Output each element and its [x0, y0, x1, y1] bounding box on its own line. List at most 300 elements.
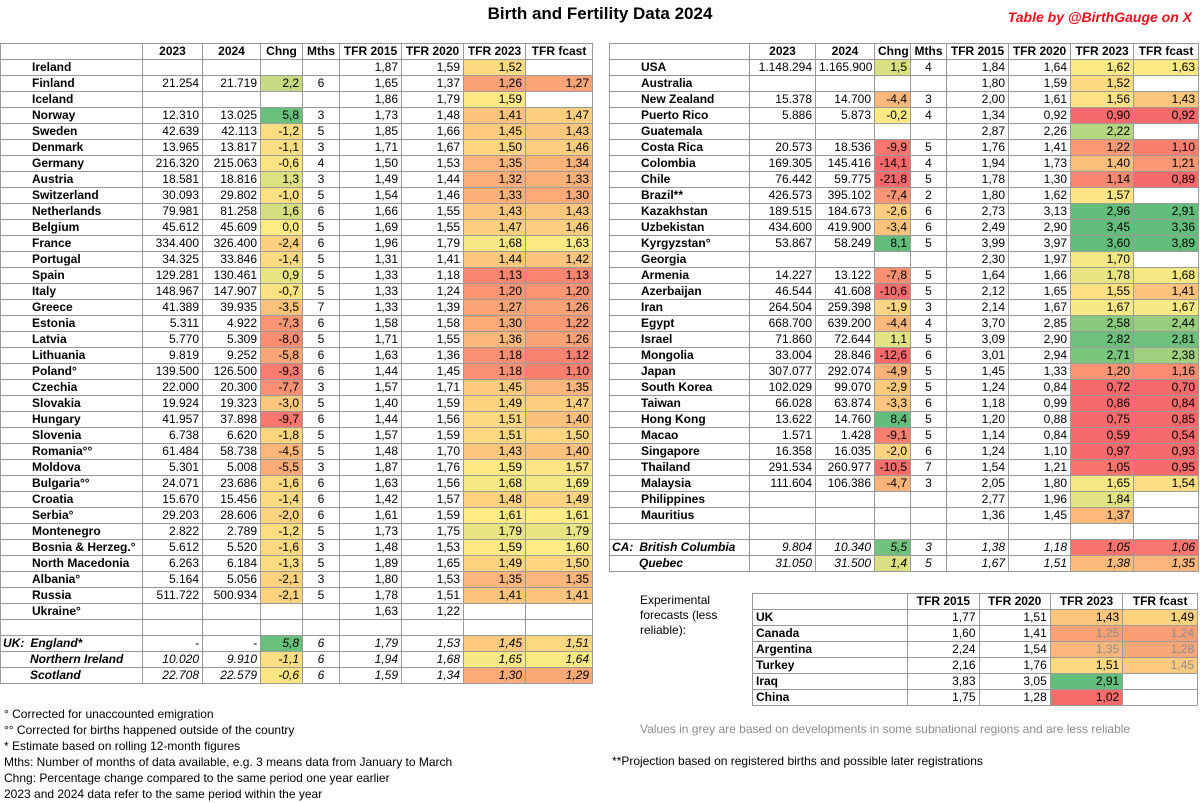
table-row: [1, 172, 593, 188]
y2024-cell: 72.644: [816, 332, 875, 348]
tfr2023-cell: 1,30: [464, 316, 526, 332]
table-row: [753, 610, 1198, 626]
y2024-cell: 33.846: [203, 252, 261, 268]
fcast-cell: 1,49: [526, 492, 593, 508]
tfr2023-cell: 1,68: [464, 236, 526, 252]
mths-cell: 5: [303, 284, 340, 300]
tfr2023-cell: 1,78: [1071, 268, 1134, 284]
tfr2015-cell: 1,71: [340, 140, 402, 156]
country-name: Scotland: [30, 668, 81, 682]
country-name: Netherlands: [32, 204, 102, 218]
tfr2015-cell: 1,79: [340, 636, 402, 652]
tfr2015-cell: 1,78: [340, 588, 402, 604]
country-cell: [1, 396, 143, 412]
tfr2023-cell: 0,86: [1071, 396, 1134, 412]
country-name: Mongolia: [641, 348, 694, 362]
table-row: [610, 428, 1199, 444]
tfr2015-cell: 1,18: [947, 396, 1009, 412]
country-name: Chile: [641, 172, 671, 186]
fcast-cell: [526, 60, 593, 76]
fcast-cell: 1,49: [1123, 610, 1198, 626]
table-row: [610, 236, 1199, 252]
y2024-cell: 9.910: [203, 652, 261, 668]
tfr2015-cell: 1,94: [947, 156, 1009, 172]
country-name: Australia: [641, 76, 693, 90]
mths-cell: [303, 60, 340, 76]
tfr2020-cell: 1,55: [402, 332, 464, 348]
y2024-cell: 395.102: [816, 188, 875, 204]
tfr2020-cell: 1,67: [402, 140, 464, 156]
tfr2020-cell: 1,55: [402, 220, 464, 236]
tfr2023-cell: 2,91: [1050, 674, 1122, 690]
country-name: Slovakia: [32, 396, 81, 410]
fcast-cell: 1,35: [1134, 556, 1199, 572]
y2023-cell: 66.028: [750, 396, 816, 412]
fcast-cell: 2,81: [1134, 332, 1199, 348]
mths-cell: 4: [911, 316, 947, 332]
table-row: [1, 204, 593, 220]
y2024-cell: 20.300: [203, 380, 261, 396]
mths-cell: 5: [303, 332, 340, 348]
tfr2023-cell: 1,25: [1050, 626, 1122, 642]
fcast-cell: 1,22: [526, 316, 593, 332]
chng-cell: -1,3: [261, 556, 303, 572]
footnotes: [4, 706, 452, 802]
country-cell: [1, 348, 143, 364]
country-name: Italy: [32, 284, 57, 298]
header-mths: Mths: [303, 44, 340, 60]
mths-cell: 3: [303, 572, 340, 588]
y2023-cell: [750, 76, 816, 92]
tfr2023-cell: 1,27: [464, 300, 526, 316]
fcast-cell: 1,35: [526, 572, 593, 588]
country-cell: [610, 108, 750, 124]
tfr2023-cell: 1,05: [1071, 540, 1134, 556]
y2024-cell: 10.340: [816, 540, 875, 556]
table-row: [1, 556, 593, 572]
y2024-cell: 106.386: [816, 476, 875, 492]
country-name: Kazakhstan: [641, 204, 708, 218]
footnote-line: * Estimate based on rolling 12-month figures: [4, 739, 241, 753]
chng-cell: -1,2: [261, 124, 303, 140]
y2023-cell: 14.227: [750, 268, 816, 284]
table-row: [1, 524, 593, 540]
tfr2020-cell: 2,85: [1009, 316, 1071, 332]
table-row: [1, 284, 593, 300]
fcast-cell: [1134, 252, 1199, 268]
fcast-cell: 1,10: [1134, 140, 1199, 156]
country-cell: [610, 300, 750, 316]
chng-cell: -7,7: [261, 380, 303, 396]
country-cell: [1, 572, 143, 588]
country-name: Iraq: [753, 674, 908, 690]
y2023-cell: 24.071: [143, 476, 203, 492]
mths-cell: 6: [303, 508, 340, 524]
y2024-cell: 147.907: [203, 284, 261, 300]
fcast-cell: 1,63: [526, 236, 593, 252]
chng-cell: [261, 60, 303, 76]
country-name: Ireland: [32, 60, 72, 74]
chng-cell: -3,4: [875, 220, 911, 236]
tfr2020-cell: 1,51: [402, 588, 464, 604]
country-cell: [1, 428, 143, 444]
country-name: Lithuania: [32, 348, 86, 362]
fcast-cell: 1,26: [526, 300, 593, 316]
fcast-cell: 1,47: [526, 108, 593, 124]
y2023-cell: 18.581: [143, 172, 203, 188]
country-name: Singapore: [641, 444, 700, 458]
chng-cell: -4,9: [875, 364, 911, 380]
tfr2020-cell: 1,70: [402, 444, 464, 460]
table-row: [610, 172, 1199, 188]
fcast-cell: 1,60: [526, 540, 593, 556]
mths-cell: 5: [911, 332, 947, 348]
y2023-cell: 15.378: [750, 92, 816, 108]
tfr2023-cell: 1,05: [1071, 460, 1134, 476]
table-row: [1, 396, 593, 412]
y2024-cell: 292.074: [816, 364, 875, 380]
country-name: Iceland: [32, 92, 74, 106]
table-row: [1, 332, 593, 348]
country-cell: [610, 76, 750, 92]
tfr2020-cell: 1,53: [402, 636, 464, 652]
y2024-cell: 13.122: [816, 268, 875, 284]
mths-cell: 6: [303, 412, 340, 428]
country-name: Macao: [641, 428, 679, 442]
mths-cell: 5: [911, 428, 947, 444]
chng-cell: -2,0: [875, 444, 911, 460]
tfr2020-cell: 1,53: [402, 540, 464, 556]
y2024-cell: 39.935: [203, 300, 261, 316]
y2024-cell: 14.700: [816, 92, 875, 108]
y2023-cell: 5.886: [750, 108, 816, 124]
tfr2020-cell: 1,97: [1009, 252, 1071, 268]
table-row: [610, 204, 1199, 220]
country-cell: [1, 108, 143, 124]
mths-cell: 5: [303, 252, 340, 268]
tfr2020-cell: 1,65: [1009, 284, 1071, 300]
chng-cell: [875, 508, 911, 524]
y2024-cell: 259.398: [816, 300, 875, 316]
tfr2015-cell: 1,69: [340, 220, 402, 236]
tfr2023-cell: 1,32: [464, 172, 526, 188]
y2024-cell: 58.738: [203, 444, 261, 460]
y2023-cell: 13.622: [750, 412, 816, 428]
table-row: [1, 428, 593, 444]
chng-cell: -1,1: [261, 140, 303, 156]
fcast-cell: [1134, 492, 1199, 508]
chng-cell: 1,4: [875, 556, 911, 572]
y2024-cell: 5.520: [203, 540, 261, 556]
country-cell: [1, 124, 143, 140]
y2024-cell: 5.309: [203, 332, 261, 348]
y2024-cell: 37.898: [203, 412, 261, 428]
chng-cell: -1,6: [261, 540, 303, 556]
mths-cell: 5: [303, 268, 340, 284]
tfr2015-cell: 1,67: [947, 556, 1009, 572]
y2023-cell: 426.573: [750, 188, 816, 204]
y2023-cell: 31.050: [750, 556, 816, 572]
tfr2020-cell: 1,59: [402, 428, 464, 444]
tfr2023-cell: 1,79: [464, 524, 526, 540]
tfr2020-cell: 1,53: [402, 572, 464, 588]
tfr2015-cell: 1,54: [947, 460, 1009, 476]
tfr2020-cell: 0,92: [1009, 108, 1071, 124]
chng-cell: -1,1: [261, 652, 303, 668]
mths-cell: [911, 508, 947, 524]
chng-cell: 5,8: [261, 636, 303, 652]
tfr2015-cell: 2,30: [947, 252, 1009, 268]
country-cell: [1, 444, 143, 460]
tfr2020-cell: 1,10: [1009, 444, 1071, 460]
country-cell: [610, 220, 750, 236]
mths-cell: 5: [911, 236, 947, 252]
country-cell: [1, 172, 143, 188]
chng-cell: -4,4: [875, 92, 911, 108]
table-row: [753, 674, 1198, 690]
chng-cell: 1,1: [875, 332, 911, 348]
table-row: [610, 220, 1199, 236]
header-fcast: TFR fcast: [526, 44, 593, 60]
table-row: [1, 60, 593, 76]
mths-cell: 3: [911, 300, 947, 316]
tfr2015-cell: 1,57: [340, 428, 402, 444]
footnote-line: °° Corrected for births happened outside of the country: [4, 723, 295, 737]
y2024-cell: 1.165.900: [816, 60, 875, 76]
tfr2023-cell: 1,35: [464, 572, 526, 588]
chng-cell: -5,5: [261, 460, 303, 476]
country-name: British Columbia: [639, 540, 736, 554]
fcast-cell: 1,42: [526, 252, 593, 268]
y2024-cell: 23.686: [203, 476, 261, 492]
country-name: France: [32, 236, 72, 250]
header-tfr2015: TFR 2015: [947, 44, 1009, 60]
country-cell: [1, 540, 143, 556]
country-name: Malaysia: [641, 476, 692, 490]
y2024-cell: 9.252: [203, 348, 261, 364]
chng-cell: [875, 252, 911, 268]
tfr2015-cell: 1,63: [340, 348, 402, 364]
country-cell: [610, 268, 750, 284]
y2023-cell: 5.301: [143, 460, 203, 476]
table-row: [1, 572, 593, 588]
fcast-cell: 1,41: [1134, 284, 1199, 300]
country-name: Switzerland: [32, 188, 99, 202]
header-tfr2020: TFR 2020: [1009, 44, 1071, 60]
tfr2023-cell: 1,57: [1071, 188, 1134, 204]
chng-cell: -21,8: [875, 172, 911, 188]
y2024-cell: 6.184: [203, 556, 261, 572]
table-row: [610, 460, 1199, 476]
header-2024: 2024: [203, 44, 261, 60]
chng-cell: -1,4: [261, 492, 303, 508]
tfr2023-cell: 1,20: [464, 284, 526, 300]
tfr2020-cell: 0,88: [1009, 412, 1071, 428]
fcast-cell: [1134, 76, 1199, 92]
country-name: Poland°: [32, 364, 77, 378]
mths-cell: 5: [911, 140, 947, 156]
tfr2023-cell: 1,59: [464, 92, 526, 108]
group-prefix: CA:: [612, 540, 634, 554]
chng-cell: -2,1: [261, 572, 303, 588]
country-name: Germany: [32, 156, 85, 170]
mths-cell: 3: [911, 476, 947, 492]
y2023-cell: 41.389: [143, 300, 203, 316]
tfr2020-cell: 1,59: [402, 396, 464, 412]
chng-cell: -1,2: [261, 524, 303, 540]
fcast-cell: 2,38: [1134, 348, 1199, 364]
tfr2020-cell: 1,18: [1009, 540, 1071, 556]
country-cell: [610, 348, 750, 364]
tfr2023-cell: 1,70: [1071, 252, 1134, 268]
fcast-cell: 1,64: [526, 652, 593, 668]
chng-cell: -9,9: [875, 140, 911, 156]
country-cell: [1, 476, 143, 492]
country-cell: [610, 460, 750, 476]
chng-cell: -7,4: [875, 188, 911, 204]
chng-cell: 0,9: [261, 268, 303, 284]
y2024-cell: 15.456: [203, 492, 261, 508]
mths-cell: 6: [911, 220, 947, 236]
table-row: [610, 508, 1199, 524]
tfr2020-cell: 3,05: [979, 674, 1050, 690]
mths-cell: 2: [911, 188, 947, 204]
y2023-cell: [750, 252, 816, 268]
country-cell: [1, 316, 143, 332]
country-name: Uzbekistan: [641, 220, 705, 234]
fcast-cell: 1,50: [526, 556, 593, 572]
y2023-cell: 79.981: [143, 204, 203, 220]
chng-cell: -2,9: [875, 380, 911, 396]
tfr2020-cell: 2,90: [1009, 220, 1071, 236]
chng-cell: [261, 604, 303, 620]
country-name: Mauritius: [641, 508, 695, 522]
fcast-cell: 1,24: [1123, 626, 1198, 642]
y2023-cell: 9.804: [750, 540, 816, 556]
y2024-cell: 145.416: [816, 156, 875, 172]
y2024-cell: 5.008: [203, 460, 261, 476]
y2023-cell: 16.358: [750, 444, 816, 460]
header-2024: 2024: [816, 44, 875, 60]
mths-cell: 4: [303, 156, 340, 172]
fcast-cell: 3,89: [1134, 236, 1199, 252]
tfr2020-cell: 1,55: [402, 204, 464, 220]
tfr2020-cell: 1,79: [402, 92, 464, 108]
chng-cell: -1,8: [261, 428, 303, 444]
tfr2020-cell: 2,26: [1009, 124, 1071, 140]
y2023-cell: 139.500: [143, 364, 203, 380]
country-cell: [610, 508, 750, 524]
experimental-label: Experimental forecasts (less reliable):: [640, 593, 718, 637]
tfr2023-cell: 1,43: [1050, 610, 1122, 626]
y2023-cell: 102.029: [750, 380, 816, 396]
country-cell: [610, 412, 750, 428]
y2024-cell: 6.620: [203, 428, 261, 444]
country-name: Hong Kong: [641, 412, 706, 426]
country-name: Taiwan: [641, 396, 681, 410]
chng-cell: -2,1: [261, 588, 303, 604]
table-row: [610, 252, 1199, 268]
y2023-cell: [750, 124, 816, 140]
y2024-cell: -: [203, 636, 261, 652]
table-row: [610, 444, 1199, 460]
country-cell: [1, 668, 143, 684]
chng-cell: -0,7: [261, 284, 303, 300]
tfr2015-cell: 1,38: [947, 540, 1009, 556]
y2024-cell: 45.609: [203, 220, 261, 236]
tfr2023-cell: 1,50: [464, 140, 526, 156]
country-name: Argentina: [753, 642, 908, 658]
tfr2020-cell: 1,65: [402, 556, 464, 572]
tfr2015-cell: 1,14: [947, 428, 1009, 444]
table-row: [610, 316, 1199, 332]
country-name: Belgium: [32, 220, 80, 234]
tfr2020-cell: 0,99: [1009, 396, 1071, 412]
y2023-cell: 71.860: [750, 332, 816, 348]
country-name: UK: [753, 610, 908, 626]
mths-cell: 6: [911, 396, 947, 412]
tfr2015-cell: 1,49: [340, 172, 402, 188]
country-name: Latvia: [32, 332, 67, 346]
fcast-cell: 1,43: [526, 204, 593, 220]
country-cell: [610, 284, 750, 300]
tfr2020-cell: 1,48: [402, 108, 464, 124]
mths-cell: 3: [303, 108, 340, 124]
header-fcast: TFR fcast: [1134, 44, 1199, 60]
tfr2023-cell: 1,45: [464, 124, 526, 140]
tfr2023-cell: 1,41: [464, 108, 526, 124]
mths-cell: 5: [303, 556, 340, 572]
tfr2015-cell: 3,83: [908, 674, 979, 690]
country-name: Albania°: [32, 572, 81, 586]
table-row: [610, 332, 1199, 348]
mths-cell: [911, 124, 947, 140]
country-name: USA: [641, 60, 667, 74]
y2023-cell: 6.738: [143, 428, 203, 444]
tfr2020-cell: 0,84: [1009, 380, 1071, 396]
header-tfr2023: TFR 2023: [1050, 594, 1122, 610]
tfr2015-cell: 1,96: [340, 236, 402, 252]
country-name: Sweden: [32, 124, 78, 138]
tfr2015-cell: 1,60: [908, 626, 979, 642]
tfr2023-cell: 1,55: [1071, 284, 1134, 300]
y2024-cell: 16.035: [816, 444, 875, 460]
y2023-cell: 9.819: [143, 348, 203, 364]
y2024-cell: [816, 124, 875, 140]
country-name: Georgia: [641, 252, 687, 266]
tfr2015-cell: 1,87: [340, 60, 402, 76]
chng-cell: 8,1: [875, 236, 911, 252]
tfr2015-cell: 1,44: [340, 364, 402, 380]
header-mths: Mths: [911, 44, 947, 60]
tfr2023-cell: 1,13: [464, 268, 526, 284]
chng-cell: -12,6: [875, 348, 911, 364]
country-cell: [1, 76, 143, 92]
table-row: [1, 492, 593, 508]
mths-cell: 7: [911, 460, 947, 476]
fcast-cell: [1134, 124, 1199, 140]
tfr2015-cell: 1,63: [340, 604, 402, 620]
tfr2023-cell: 1,59: [464, 460, 526, 476]
fcast-cell: 1,12: [526, 348, 593, 364]
country-name: China: [753, 690, 908, 706]
tfr2020-cell: 1,39: [402, 300, 464, 316]
y2024-cell: 130.461: [203, 268, 261, 284]
tfr2020-cell: 1,56: [402, 476, 464, 492]
fcast-cell: 1,35: [526, 380, 593, 396]
chng-cell: -4,5: [261, 444, 303, 460]
y2023-cell: 10.020: [143, 652, 203, 668]
